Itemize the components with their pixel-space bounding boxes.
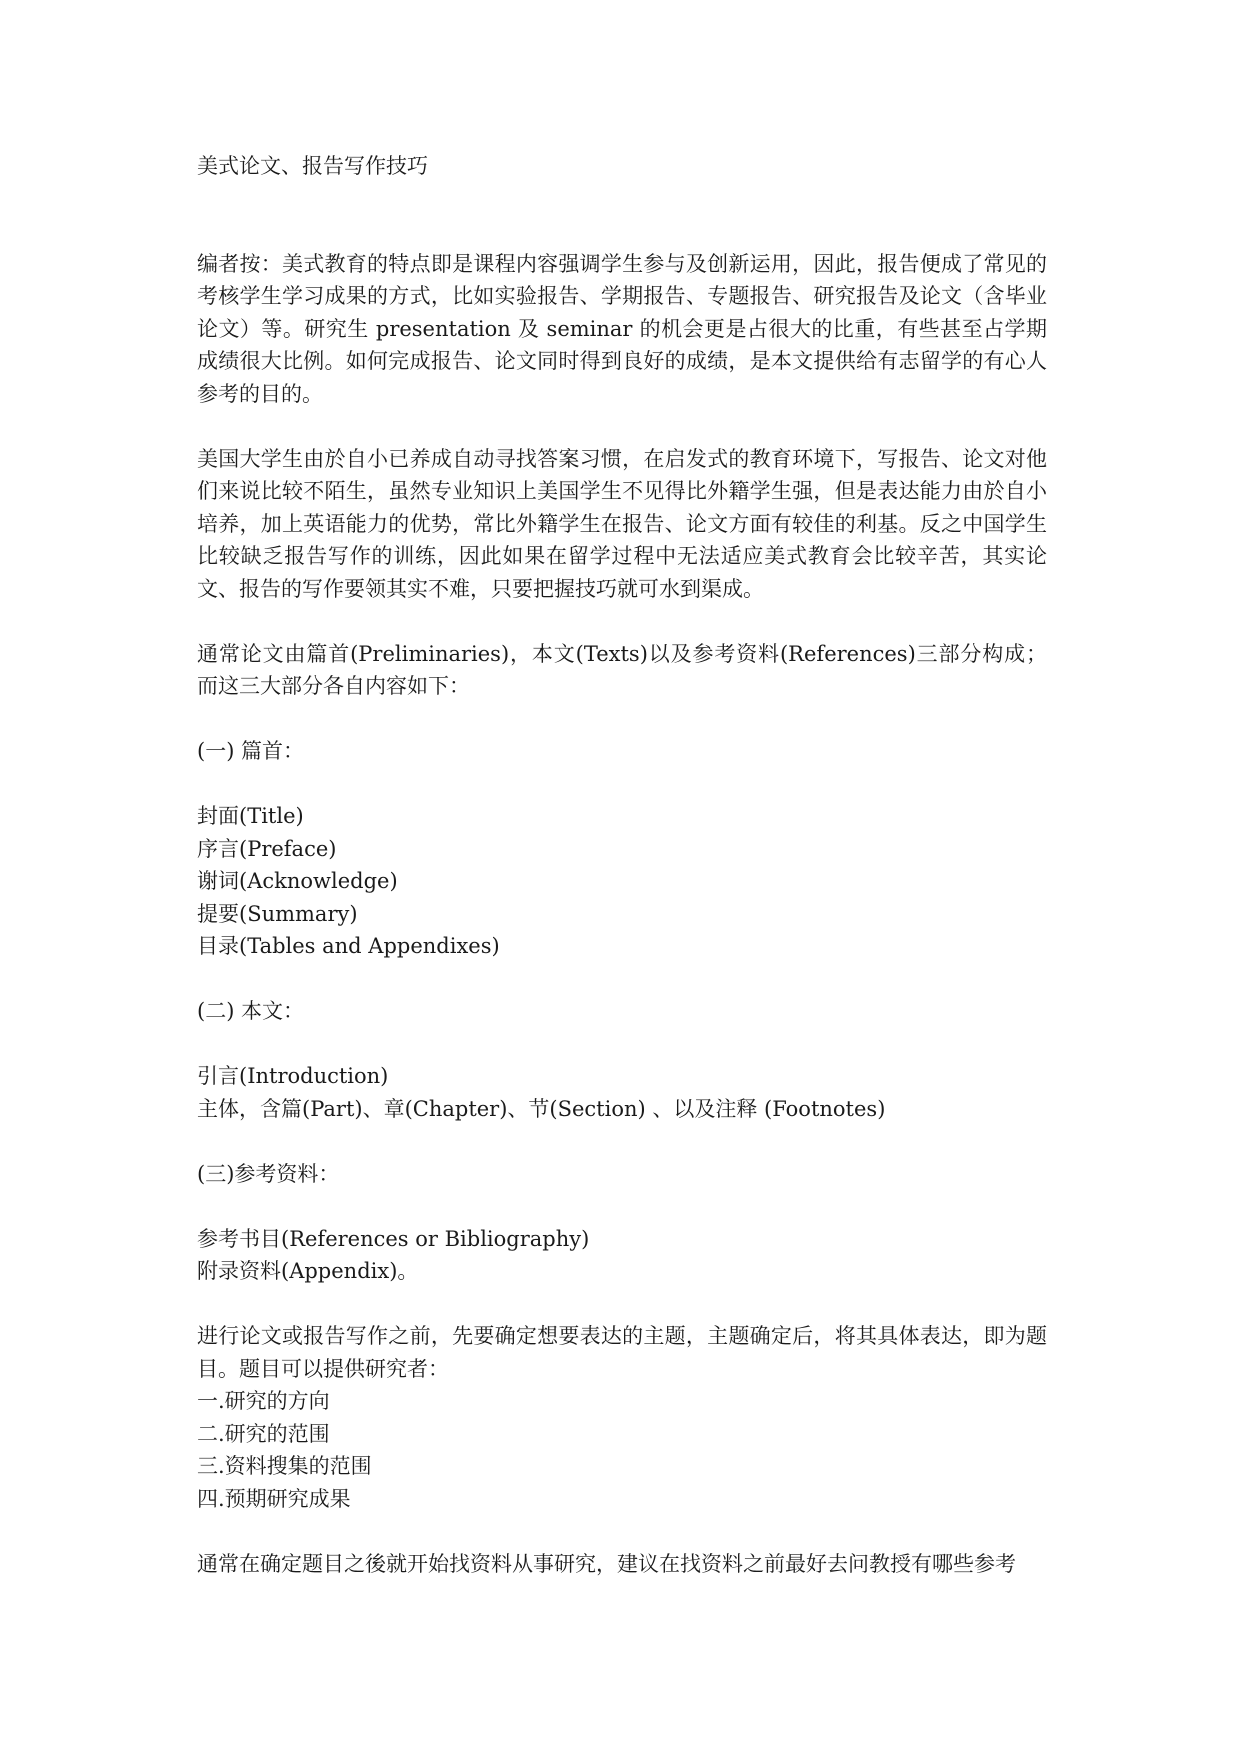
section-heading-preliminaries: (一) 篇首： — [197, 739, 305, 763]
document-title: 美式论文、报告写作技巧 — [197, 154, 428, 178]
topic-intro-paragraph: 进行论文或报告写作之前，先要确定想要表达的主题，主题确定后，将其具体表达，即为题目。题目可以提供研究者： — [197, 1324, 1047, 1381]
intro-paragraph: 美国大学生由於自小已养成自动寻找答案习惯，在启发式的教育环境下，写报告、论文对他们来说比较不陌生，虽然专业知识上美国学生不见得比外籍学生强，但是表达能力由於自小培养，加上英语能力的优势，常比外籍学生在报告、论文方面有较佳的利基。反之中国学生比较缺乏报告写作的训练，因此如果在留学过程中无法适应美式教育会比较辛苦，其实论文、报告的写作要领其实不难，只要把握技巧就可水到渠成。 — [197, 446, 1047, 601]
list-item: 引言(Introduction) — [197, 1064, 389, 1088]
section-heading-references: (三)参考资料： — [197, 1161, 340, 1186]
texts-list — [197, 1060, 1047, 1125]
list-item: 提要(Summary) — [197, 901, 358, 926]
closing-paragraph: 通常在确定题目之後就开始找资料从事研究，建议在找资料之前最好去问教授有哪些参考 — [197, 1551, 1016, 1576]
document-body — [197, 150, 1047, 1580]
list-item: 二.研究的范围 — [197, 1421, 330, 1446]
list-item: 附录资料(Appendix)。 — [197, 1259, 419, 1283]
editor-note-paragraph: 编者按：美式教育的特点即是课程内容强调学生参与及创新运用，因此，报告便成了常见的考核学生学习成果的方式，比如实验报告、学期报告、专题报告、研究报告及论文（含毕业论文）等。研究生 presentation 及 seminar 的机会更是占很大的比重，有些甚至占学期成绩很大比例。如何完成报告、论文同时得到良好的成绩，是本文提供给有志留学的有心人参考的目的。 — [197, 251, 1047, 406]
list-item: 一.研究的方向 — [197, 1389, 330, 1413]
list-item: 主体，含篇(Part)、章(Chapter)、节(Section) 、以及注释 (Footnotes) — [197, 1096, 886, 1121]
list-item: 目录(Tables and Appendixes) — [197, 934, 500, 958]
structure-intro-paragraph: 通常论文由篇首(Preliminaries)，本文(Texts)以及参考资料(References)三部分构成；而这三大部分各自内容如下： — [197, 641, 1047, 698]
list-item: 封面(Title) — [197, 804, 304, 828]
list-item: 谢词(Acknowledge) — [197, 869, 398, 893]
topic-list — [197, 1385, 1047, 1515]
references-list — [197, 1223, 1047, 1288]
list-item: 四.预期研究成果 — [197, 1486, 351, 1511]
list-item: 参考书目(References or Bibliography) — [197, 1226, 590, 1251]
preliminaries-list — [197, 800, 1047, 963]
list-item: 序言(Preface) — [197, 836, 337, 861]
list-item: 三.资料搜集的范围 — [197, 1454, 372, 1478]
section-heading-texts: (二) 本文： — [197, 999, 305, 1023]
